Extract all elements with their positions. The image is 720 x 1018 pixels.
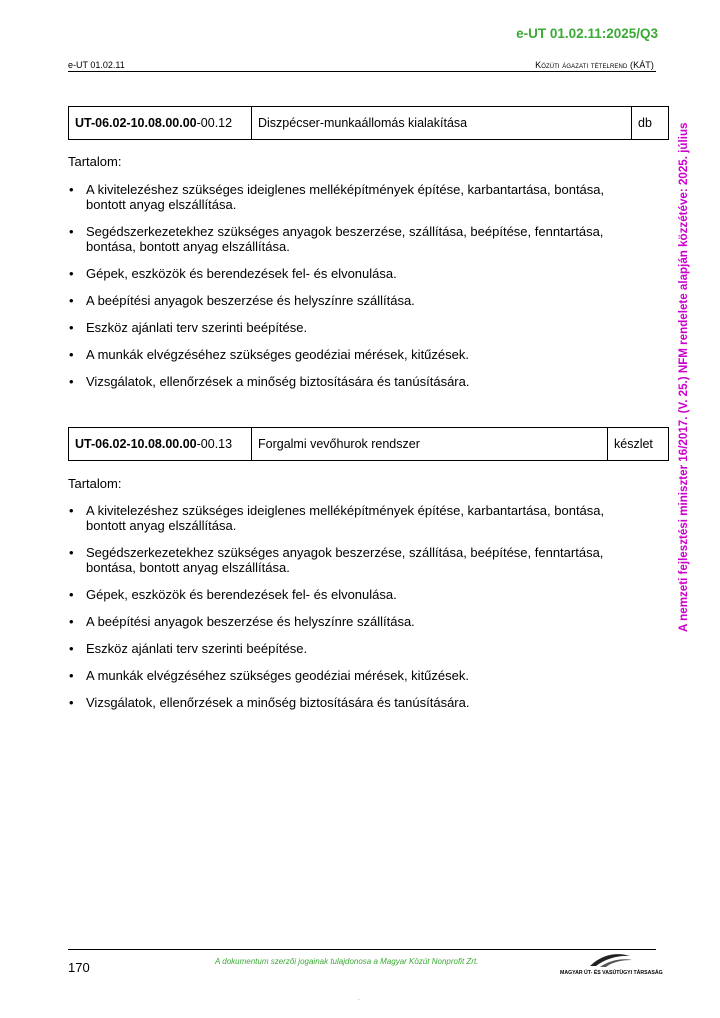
list-item: • A munkák elvégzéséhez szükséges geodéziai mérések, kitűzések. (69, 347, 469, 362)
bullet-icon: • (69, 182, 74, 197)
list-item: • Eszköz ajánlati terv szerinti beépítése. (69, 641, 308, 656)
list-item: • Gépek, eszközök és berendezések fel- és elvonulása. (69, 266, 397, 281)
list-item: • A munkák elvégzéséhez szükséges geodéziai mérések, kitűzések. (69, 668, 469, 683)
bullet-icon: • (69, 320, 74, 335)
bullet-icon: • (69, 668, 74, 683)
bullet-icon: • (69, 641, 74, 656)
item-table-1 (68, 106, 669, 140)
item-code: UT-06.02-10.08.00.00-00.12 (69, 107, 252, 140)
header-left: e-UT 01.02.11 (68, 60, 125, 70)
doc-code: e-UT 01.02.11:2025/Q3 (516, 26, 658, 41)
content-label: Tartalom: (68, 154, 122, 169)
list-item: • A beépítési anyagok beszerzése és helyszínre szállítása. (69, 293, 415, 308)
bullet-icon: • (69, 266, 74, 281)
item-table-2 (68, 427, 669, 461)
header-right: Közúti ágazati tételrend (KÁT) (535, 60, 654, 70)
logo (560, 950, 663, 976)
item-title: Diszpécser-munkaállomás kialakítása (252, 107, 632, 140)
content-list (68, 503, 628, 722)
list-item: • Vizsgálatok, ellenőrzések a minőség biztosítására és tanúsítására. (69, 695, 470, 710)
list-item: • Eszköz ajánlati terv szerinti beépítése. (69, 320, 308, 335)
logo-text: MAGYAR ÚT- ÉS VASÚTÜGYI TÁRSASÁG (560, 970, 663, 976)
bullet-icon: • (69, 695, 74, 710)
bullet-icon: • (69, 587, 74, 602)
page-mark: . (358, 996, 360, 1002)
bullet-icon: • (69, 374, 74, 389)
content-label: Tartalom: (68, 476, 122, 491)
list-item: • Gépek, eszközök és berendezések fel- és elvonulása. (69, 587, 397, 602)
bullet-icon: • (69, 614, 74, 629)
bullet-icon: • (69, 545, 74, 560)
item-unit: db (632, 107, 669, 140)
item-code: UT-06.02-10.08.00.00-00.13 (69, 428, 252, 461)
page-number: 170 (68, 960, 90, 975)
content-list (68, 182, 628, 401)
road-swoosh-icon (560, 950, 656, 970)
footer-copyright: A dokumentum szerzői jogainak tulajdonosa a Magyar Közút Nonprofit Zrt. (215, 957, 479, 966)
list-item: • Vizsgálatok, ellenőrzések a minőség biztosítására és tanúsítására. (69, 374, 470, 389)
list-item: • A kivitelezéshez szükséges ideiglenes melléképítmények építése, karbantartása, bontása, bontott anyag elszállítása. (69, 503, 605, 533)
bullet-icon: • (69, 293, 74, 308)
bullet-icon: • (69, 347, 74, 362)
list-item: • A beépítési anyagok beszerzése és helyszínre szállítása. (69, 614, 415, 629)
side-note: A nemzeti fejlesztési miniszter 16/2017. (V. 25.) NFM rendelete alapján közzétéve: 2025. július (677, 122, 690, 632)
list-item: • Segédszerkezetekhez szükséges anyagok beszerzése, szállítása, beépítése, fenntartása, bontása, bontott anyag elszállítása. (69, 224, 604, 254)
bullet-icon: • (69, 224, 74, 239)
item-title: Forgalmi vevőhurok rendszer (252, 428, 608, 461)
item-unit: készlet (608, 428, 669, 461)
bullet-icon: • (69, 503, 74, 518)
list-item: • Segédszerkezetekhez szükséges anyagok beszerzése, szállítása, beépítése, fenntartása, bontása, bontott anyag elszállítása. (69, 545, 604, 575)
list-item: • A kivitelezéshez szükséges ideiglenes melléképítmények építése, karbantartása, bontása, bontott anyag elszállítása. (69, 182, 605, 212)
header-rule (68, 71, 656, 72)
